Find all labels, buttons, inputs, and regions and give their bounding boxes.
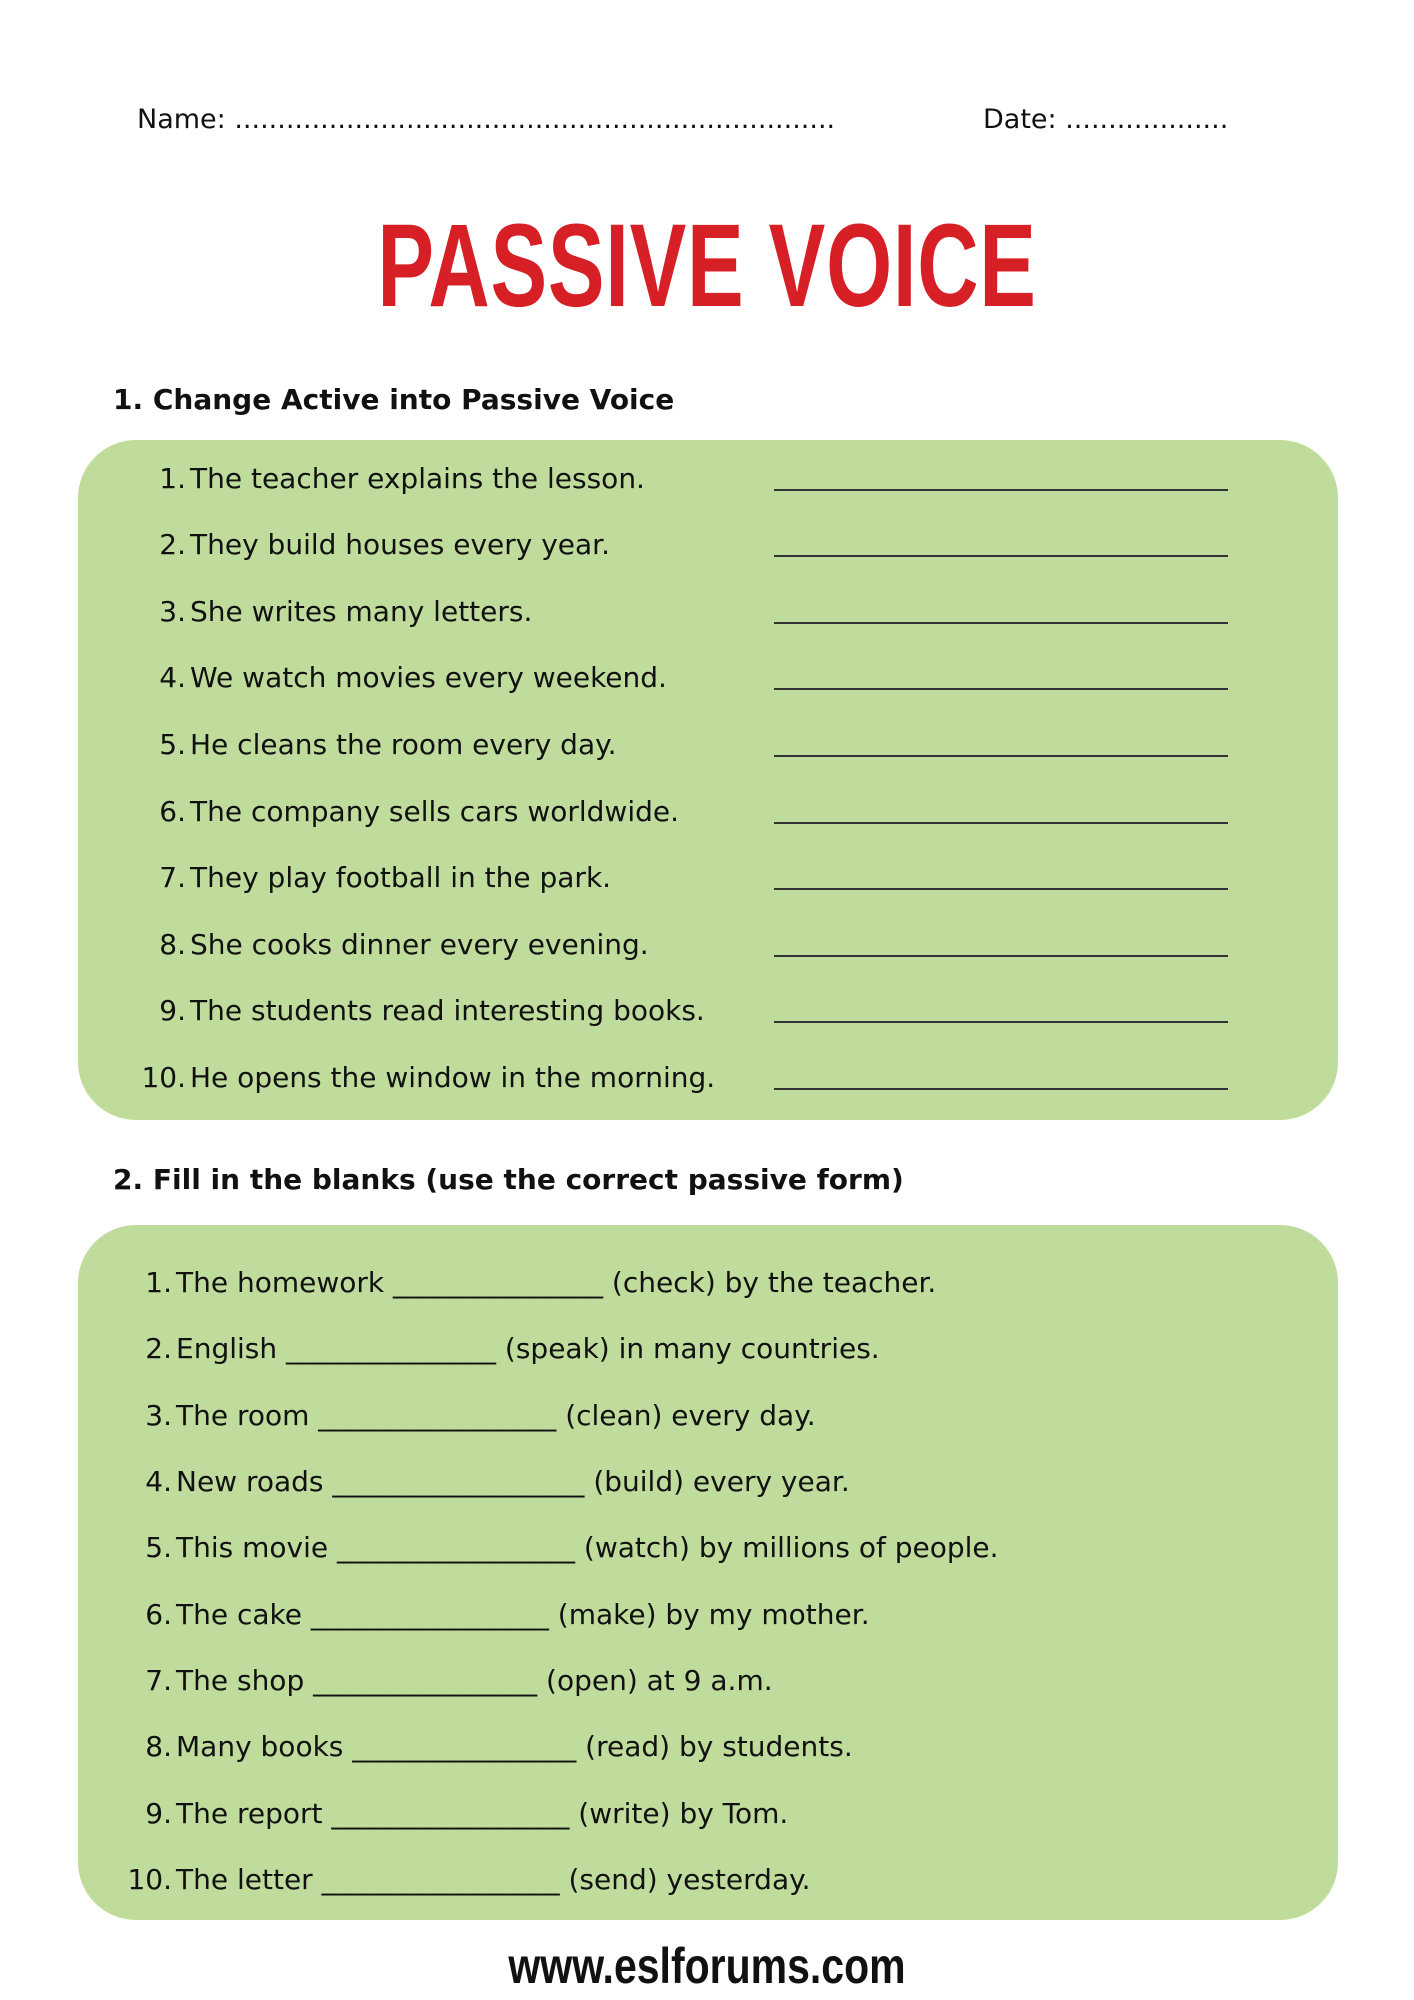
- exercise-2-item: [78, 1460, 1338, 1504]
- item-number: 4.: [159, 661, 186, 694]
- answer-line[interactable]: [774, 955, 1228, 957]
- answer-line[interactable]: [774, 555, 1228, 557]
- item-number: 2.: [145, 1332, 172, 1365]
- footer-website: www.eslforums.com: [508, 1938, 906, 1994]
- section-2-panel: [78, 1225, 1338, 1920]
- section-1-heading: 1. Change Active into Passive Voice: [113, 383, 675, 416]
- page-title: PASSIVE VOICE: [377, 200, 1037, 332]
- item-sentence: English _______________ (speak) in many countries.: [176, 1332, 880, 1365]
- item-number: 6.: [145, 1598, 172, 1631]
- item-number: 4.: [145, 1465, 172, 1498]
- exercise-1-item: [78, 590, 1338, 634]
- exercise-2-item: [78, 1858, 1338, 1902]
- item-number: 9.: [159, 994, 186, 1027]
- answer-line[interactable]: [774, 688, 1228, 690]
- exercise-1-item: [78, 989, 1338, 1033]
- item-number: 6.: [159, 795, 186, 828]
- item-sentence: The cake _________________ (make) by my mother.: [176, 1598, 870, 1631]
- item-number: 8.: [145, 1730, 172, 1763]
- answer-line[interactable]: [774, 489, 1228, 491]
- answer-line[interactable]: [774, 755, 1228, 757]
- exercise-2-item: [78, 1327, 1338, 1371]
- answer-line[interactable]: [774, 622, 1228, 624]
- item-sentence: She writes many letters.: [190, 595, 533, 628]
- exercise-1-item: [78, 523, 1338, 567]
- exercise-2-item: [78, 1394, 1338, 1438]
- exercise-1-item: [78, 856, 1338, 900]
- item-sentence: He cleans the room every day.: [190, 728, 617, 761]
- item-number: 1.: [145, 1266, 172, 1299]
- answer-line[interactable]: [774, 822, 1228, 824]
- item-sentence: The shop ________________ (open) at 9 a.m.: [176, 1664, 773, 1697]
- item-number: 7.: [159, 861, 186, 894]
- exercise-1-item: [78, 457, 1338, 501]
- item-number: 5.: [145, 1531, 172, 1564]
- exercise-1-item: [78, 923, 1338, 967]
- item-sentence: She cooks dinner every evening.: [190, 928, 649, 961]
- exercise-2-item: [78, 1792, 1338, 1836]
- exercise-2-item: [78, 1593, 1338, 1637]
- exercise-2-item: [78, 1659, 1338, 1703]
- answer-line[interactable]: [774, 888, 1228, 890]
- item-sentence: The teacher explains the lesson.: [190, 462, 645, 495]
- item-sentence: The company sells cars worldwide.: [190, 795, 680, 828]
- item-number: 3.: [145, 1399, 172, 1432]
- item-sentence: The letter _________________ (send) yesterday.: [176, 1863, 811, 1896]
- date-field-line: Date: ...................: [983, 104, 1229, 135]
- answer-line[interactable]: [774, 1021, 1228, 1023]
- item-sentence: They play football in the park.: [190, 861, 612, 894]
- exercise-1-item: [78, 1056, 1338, 1100]
- exercise-2-item: [78, 1725, 1338, 1769]
- name-field-line: Name: ......................................................................: [137, 104, 836, 135]
- section-1-panel: [78, 440, 1338, 1120]
- exercise-2-item: [78, 1261, 1338, 1305]
- item-number: 1.: [159, 462, 186, 495]
- item-sentence: The homework _______________ (check) by the teacher.: [176, 1266, 937, 1299]
- item-sentence: The students read interesting books.: [190, 994, 705, 1027]
- item-sentence: The room _________________ (clean) every day.: [176, 1399, 816, 1432]
- item-sentence: They build houses every year.: [190, 528, 611, 561]
- item-number: 8.: [159, 928, 186, 961]
- item-sentence: He opens the window in the morning.: [190, 1061, 716, 1094]
- item-sentence: This movie _________________ (watch) by millions of people.: [176, 1531, 999, 1564]
- section-2-heading: 2. Fill in the blanks (use the correct passive form): [113, 1163, 904, 1196]
- item-sentence: We watch movies every weekend.: [190, 661, 667, 694]
- exercise-1-item: [78, 656, 1338, 700]
- item-number: 5.: [159, 728, 186, 761]
- exercise-1-item: [78, 723, 1338, 767]
- exercise-1-item: [78, 790, 1338, 834]
- item-number: 10.: [127, 1863, 172, 1896]
- item-number: 3.: [159, 595, 186, 628]
- header: [137, 100, 1227, 140]
- answer-line[interactable]: [774, 1088, 1228, 1090]
- item-number: 7.: [145, 1664, 172, 1697]
- item-sentence: The report _________________ (write) by Tom.: [176, 1797, 789, 1830]
- item-number: 9.: [145, 1797, 172, 1830]
- item-sentence: New roads __________________ (build) every year.: [176, 1465, 850, 1498]
- item-number: 2.: [159, 528, 186, 561]
- item-number: 10.: [141, 1061, 186, 1094]
- item-sentence: Many books ________________ (read) by students.: [176, 1730, 853, 1763]
- exercise-2-item: [78, 1526, 1338, 1570]
